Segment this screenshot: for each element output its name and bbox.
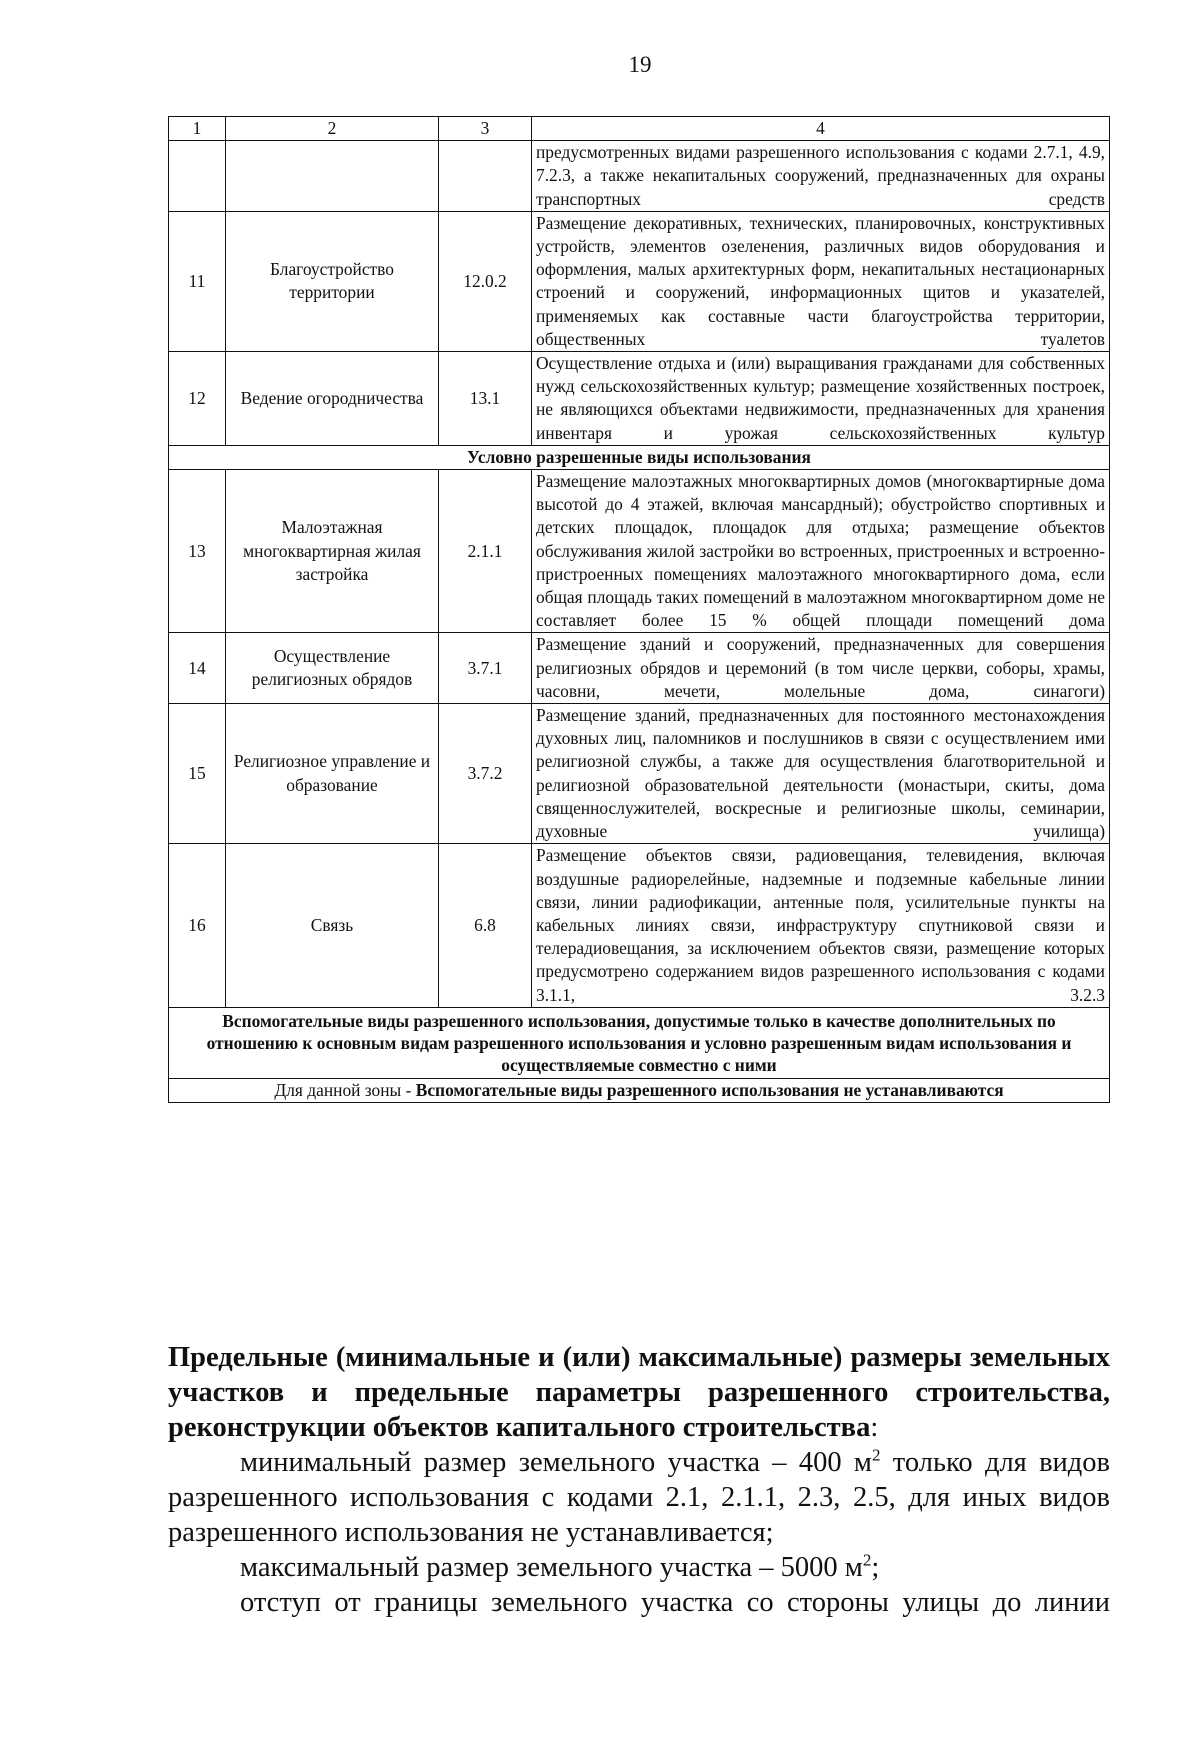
p1-text-b: только для видов разрешенного использования с кодами 2.1, 2.1.1, 2.3, 2.5, для иных видов разрешенного использования не устанавливается; (168, 1447, 1111, 1548)
heading-colon: : (870, 1412, 879, 1443)
row-number: 11 (169, 211, 226, 351)
row-use-name: Малоэтажная многоквартирная жилая застройка (226, 470, 439, 633)
table-row (169, 470, 1110, 633)
row-use-name: Связь (226, 844, 439, 1007)
heading-text: Предельные (минимальные и (или) максимальные) размеры земельных участков и предельные параметры разрешенного строительства, реконструкции объектов капитального строительства (168, 1342, 1110, 1443)
row-code: 13.1 (439, 352, 532, 446)
table-row (169, 211, 1110, 351)
table-row (169, 141, 1110, 212)
table-row (169, 844, 1110, 1007)
row-code (439, 141, 532, 212)
zone-note (169, 1078, 1110, 1102)
section-row-auxiliary (169, 1007, 1110, 1078)
table-note-row (169, 1078, 1110, 1102)
table-row (169, 633, 1110, 704)
section-heading (168, 1340, 1110, 1445)
p2-superscript: 2 (862, 1550, 872, 1570)
row-number: 13 (169, 470, 226, 633)
row-use-name: Религиозное управление и образование (226, 704, 439, 844)
row-description: Размещение объектов связи, радиовещания, телевидения, включая воздушные радиорелейные, надземные и подземные кабельные линии связи, линии радиофикации, антенные поля, усилительные пункты на кабельных линиях связи, инфраструктуру спутниковой связи и телерадиовещания, за исключением объектов связи, размещение которых предусмотрено содержанием видов разрешенного использования с кодами 3.1.1, 3.2.3 (532, 844, 1110, 1007)
paragraph-min-size (168, 1445, 1110, 1550)
p1-text-a: минимальный размер земельного участка – 400 м (240, 1447, 872, 1478)
row-description: Осуществление отдыха и (или) выращивания гражданами для собственных нужд сельскохозяйственных культур; размещение хозяйственных построек, не являющихся объектами недвижимости, предназначенных для хранения инвентаря и урожая сельскохозяйственных культур (532, 352, 1110, 446)
p2-text-a: максимальный размер земельного участка – 5000 м (240, 1552, 863, 1583)
paragraph-setback: отступ от границы земельного участка со стороны улицы до линии (240, 1587, 1110, 1618)
row-code: 3.7.1 (439, 633, 532, 704)
paragraph-max-size (168, 1550, 1110, 1585)
table-header-row (169, 117, 1110, 141)
row-number: 12 (169, 352, 226, 446)
row-description: Размещение зданий, предназначенных для постоянного местонахождения духовных лиц, паломников и послушников в связи с осуществлением ими религиозной службы, а также для осуществления благотворительной и религиозной образовательной деятельности (монастыри, скиты, дома священнослужителей, воскресные и религиозные школы, семинарии, духовные училища) (532, 704, 1110, 844)
zone-note-bold: Вспомогательные виды разрешенного использования не устанавливаются (415, 1079, 1004, 1100)
section-title-auxiliary: Вспомогательные виды разрешенного использования, допустимые только в качестве дополнительных по отношению к основным видам разрешенного использования и условно разрешенным видам использования и осуществляемые совместно с ними (169, 1007, 1110, 1078)
header-col-2: 2 (226, 117, 439, 141)
row-number: 16 (169, 844, 226, 1007)
p1-superscript: 2 (871, 1445, 881, 1465)
zoning-table (168, 116, 1110, 1103)
row-use-name: Осуществление религиозных обрядов (226, 633, 439, 704)
row-code: 2.1.1 (439, 470, 532, 633)
page-number: 19 (628, 52, 652, 77)
row-description: Размещение зданий и сооружений, предназначенных для совершения религиозных обрядов и церемоний (в том числе церкви, соборы, храмы, часовни, мечети, молельные дома, синагоги) (532, 633, 1110, 704)
row-code: 3.7.2 (439, 704, 532, 844)
table-row (169, 704, 1110, 844)
row-code: 12.0.2 (439, 211, 532, 351)
p2-text-b: ; (871, 1552, 880, 1583)
section-row-conditional (169, 445, 1110, 469)
table-row (169, 352, 1110, 446)
row-number: 15 (169, 704, 226, 844)
row-number: 14 (169, 633, 226, 704)
row-number (169, 141, 226, 212)
row-use-name: Благоустройство территории (226, 211, 439, 351)
zone-note-prefix: Для данной зоны - (274, 1079, 416, 1100)
section-title-conditional: Условно разрешенные виды использования (169, 445, 1110, 469)
row-use-name: Ведение огородничества (226, 352, 439, 446)
header-col-4: 4 (532, 117, 1110, 141)
row-use-name (226, 141, 439, 212)
row-code: 6.8 (439, 844, 532, 1007)
row-description: Размещение декоративных, технических, планировочных, конструктивных устройств, элементов озеленения, различных видов оборудования и оформления, малых архитектурных форм, некапитальных нестационарных строений и сооружений, информационных щитов и указателей, применяемых как составные части благоустройства территории, общественных туалетов (532, 211, 1110, 351)
header-col-1: 1 (169, 117, 226, 141)
row-description: предусмотренных видами разрешенного использования с кодами 2.7.1, 4.9, 7.2.3, а также некапитальных сооружений, предназначенных для охраны транспортных средств (532, 141, 1110, 212)
header-col-3: 3 (439, 117, 532, 141)
row-description: Размещение малоэтажных многоквартирных домов (многоквартирные дома высотой до 4 этажей, включая мансардный); обустройство спортивных и детских площадок, площадок для отдыха; размещение объектов обслуживания жилой застройки во встроенных, пристроенных и встроенно-пристроенных помещениях малоэтажного многоквартирного дома, если общая площадь таких помещений в малоэтажном многоквартирном доме не составляет более 15 % общей площади помещений дома (532, 470, 1110, 633)
